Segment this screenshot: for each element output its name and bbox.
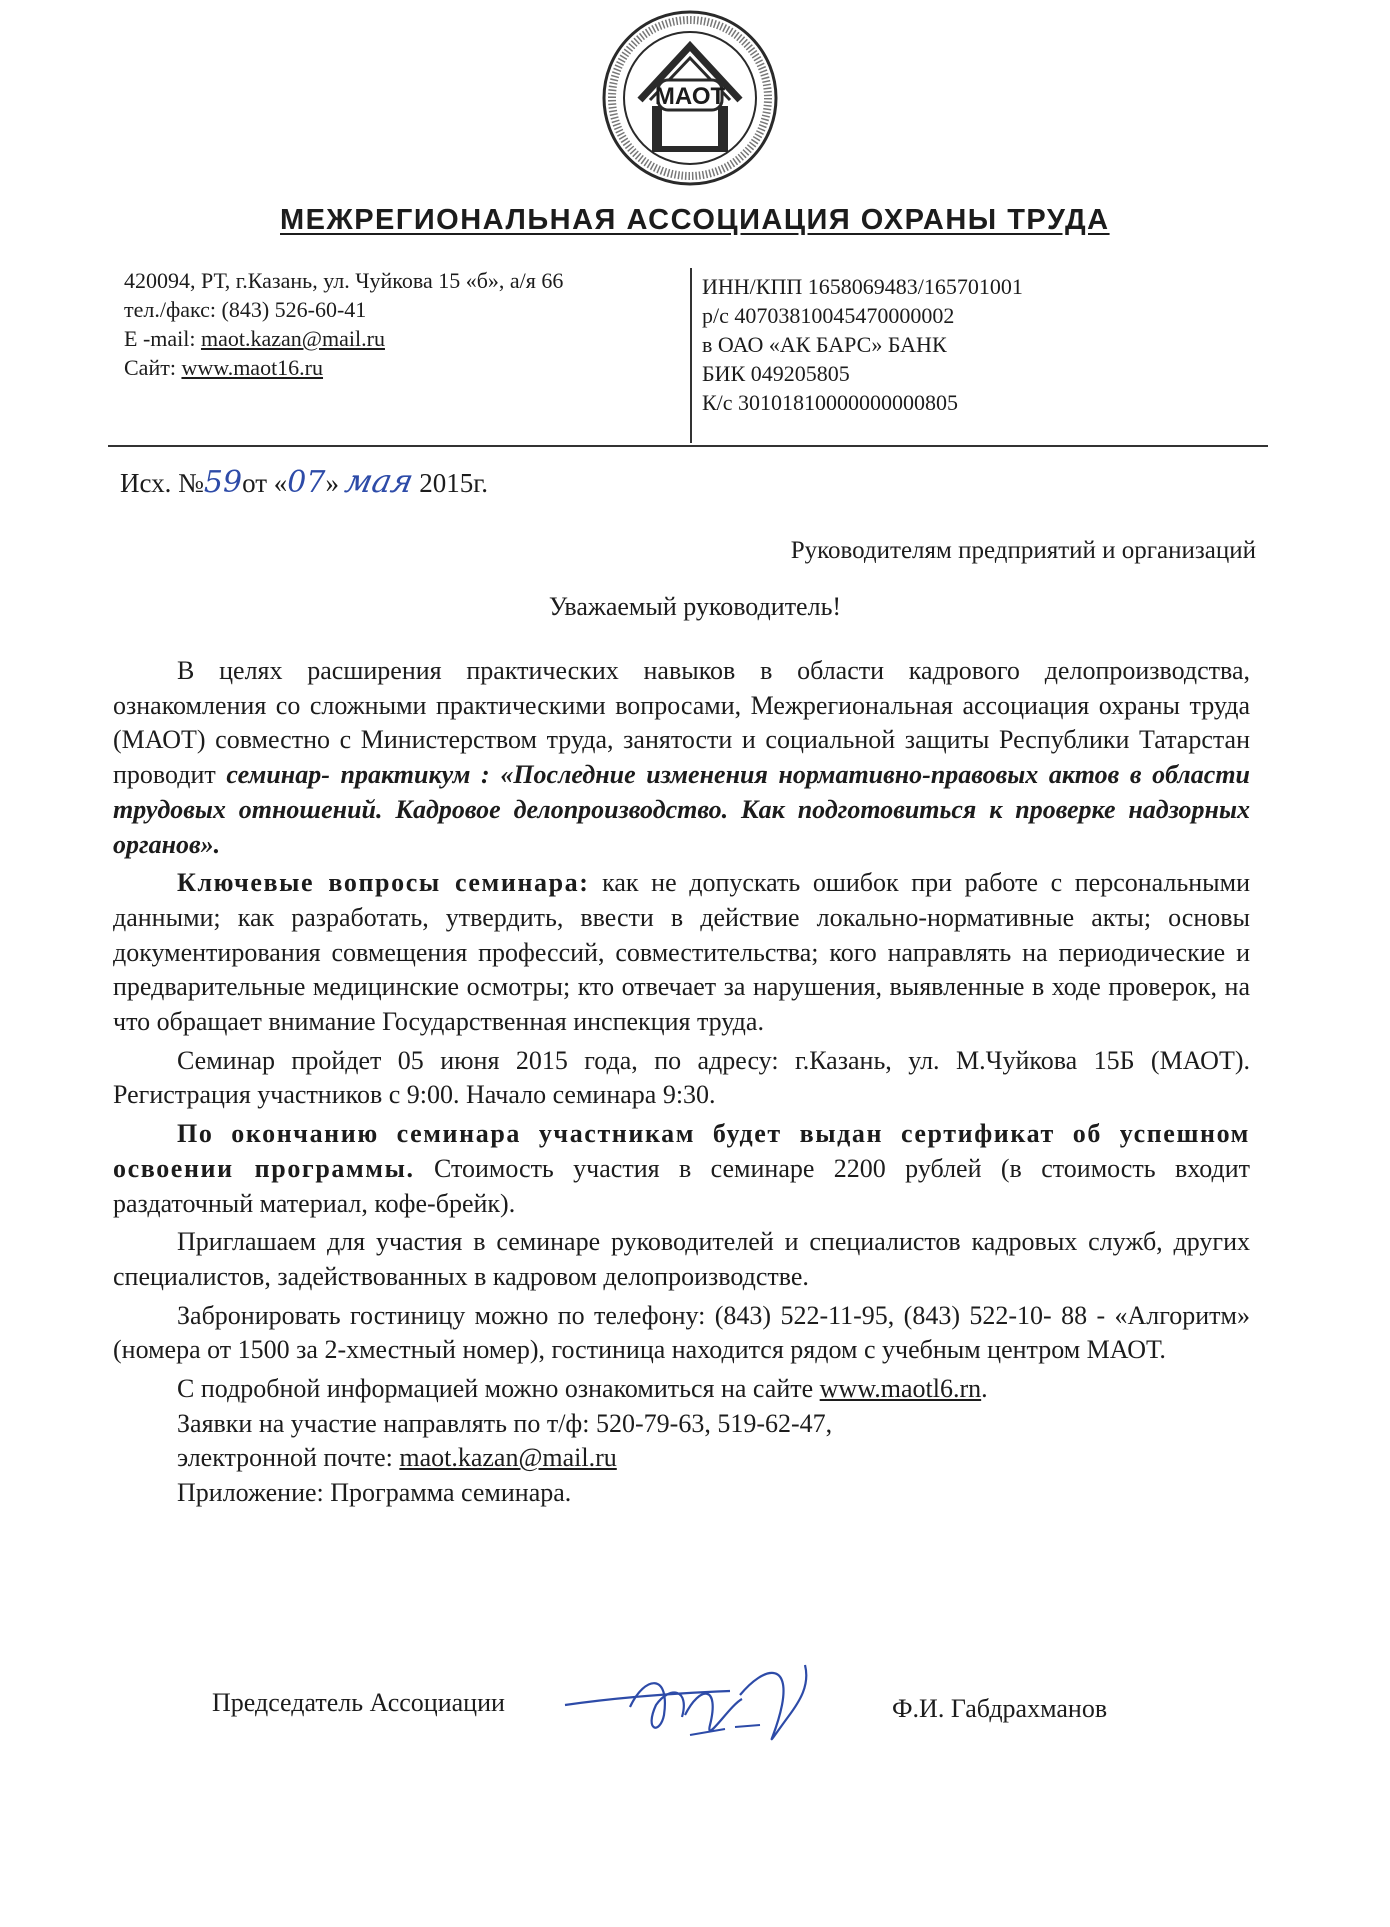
email-label: E -mail: bbox=[124, 326, 201, 351]
site-line-end: . bbox=[981, 1374, 988, 1404]
email-row bbox=[124, 324, 563, 353]
handwritten-number: 59 bbox=[203, 465, 243, 500]
certificate-text: По окончанию семинара участникам будет выдан сертификат об успешном освоении программы. bbox=[113, 1119, 1250, 1183]
key-questions-text: как не допускать ошибок при работе с персональными данными; как разработать, утвердить, ввести в действие локально-нормативные акты; основы документирования совмещения профессий, совместительства; кого направлять на периодические и предварительные медицинские осмотры; кто отвечает за нарушения, выявленные в ходе проверок, на что обращает внимание Государственная инспекция труда. bbox=[113, 868, 1250, 1037]
site-link[interactable]: www.maot16.ru bbox=[181, 355, 324, 380]
contact-lines bbox=[113, 1372, 1250, 1511]
account: р/с 40703810045470000002 bbox=[702, 303, 955, 328]
attachment-line: Приложение: Программа семинара. bbox=[177, 1478, 572, 1508]
email-line-text: электронной почте: bbox=[177, 1443, 400, 1473]
address: 420094, РТ, г.Казань, ул. Чуйкова 15 «б», а/я 66 bbox=[124, 268, 564, 293]
paragraph-hotel: Забронировать гостиницу можно по телефону: (843) 522-11-95, (843) 522-10- 88 - «Алгоритм» (номера от 1500 за 2-хместный номер), гостиница находится рядом с учебным центром МАОТ. bbox=[113, 1300, 1250, 1365]
outgoing-from: от « bbox=[242, 468, 288, 498]
org-title: МЕЖРЕГИОНАЛЬНАЯ АССОЦИАЦИЯ ОХРАНЫ ТРУДА bbox=[280, 204, 1110, 236]
cost-text: Стоимость участия в семинаре 2200 рублей (в стоимость входит раздаточный материал, кофе-брейк). bbox=[113, 1153, 1250, 1218]
site-row bbox=[124, 353, 563, 382]
phone: тел./факс: (843) 526-60-41 bbox=[124, 297, 367, 322]
addressee: Руководителям предприятий и организаций bbox=[790, 537, 1256, 564]
vertical-divider bbox=[690, 268, 692, 443]
bank: в ОАО «АК БАРС» БАНК bbox=[702, 332, 947, 357]
paragraph-invite: Приглашаем для участия в семинаре руководителей и специалистов кадровых служб, других специалистов, задействованных в кадровом делопроизводстве. bbox=[113, 1227, 1250, 1291]
logo-text: МАОТ bbox=[654, 83, 726, 110]
paragraph-certificate bbox=[113, 1117, 1250, 1221]
salutation: Уважаемый руководитель! bbox=[548, 592, 842, 621]
outgoing-close: » bbox=[325, 468, 346, 498]
key-questions-label: Ключевые вопросы семинара: bbox=[177, 868, 590, 898]
email-link[interactable]: maot.kazan@mail.ru bbox=[200, 326, 385, 351]
site-label: Сайт: bbox=[124, 355, 182, 380]
outgoing-number bbox=[120, 462, 488, 500]
paragraph-date-place: Семинар пройдет 05 июня 2015 года, по адресу: г.Казань, ул. М.Чуйкова 15Б (МАОТ). Регистрация участников с 9:00. Начало семинара 9:30. bbox=[113, 1045, 1250, 1110]
outgoing-prefix: Исх. № bbox=[120, 468, 204, 498]
handwritten-day: 07 bbox=[287, 465, 326, 500]
requests-line: Заявки на участие направлять по т/ф: 520-79-63, 519-62-47, bbox=[177, 1408, 833, 1438]
handwritten-month: мая bbox=[341, 462, 417, 500]
paragraph-key-questions bbox=[113, 866, 1250, 1040]
signer-role: Председатель Ассоциации bbox=[212, 1688, 505, 1717]
corr-account: К/с 30101810000000000805 bbox=[702, 390, 959, 415]
site-line bbox=[177, 1372, 1250, 1407]
maot-logo bbox=[600, 8, 780, 188]
intro-text: В целях расширения практических навыков в области кадрового делопроизводства, ознакомления со сложными практическими вопросами, Межрегиональная ассоциация охраны труда (МАОТ) совместно с Министерством труда, занятости и социальной защиты Республики Татарстан проводит bbox=[113, 656, 1250, 790]
email-line-link[interactable]: maot.kazan@mail.ru bbox=[399, 1443, 617, 1473]
outgoing-year: 2015г. bbox=[412, 468, 489, 498]
signer-name: Ф.И. Габдрахманов bbox=[892, 1694, 1108, 1723]
paragraph-intro bbox=[113, 654, 1250, 862]
bik: БИК 049205805 bbox=[702, 361, 850, 386]
site-line-text: С подробной информацией можно ознакомиться на сайте bbox=[177, 1374, 820, 1404]
inn: ИНН/КПП 1658069483/165701001 bbox=[702, 274, 1023, 299]
contacts-left bbox=[124, 266, 563, 382]
contacts-right bbox=[702, 272, 1023, 417]
seminar-title: семинар- практикум : «Последние изменения нормативно-правовых актов в области трудовых отношений. Кадровое делопроизводство. Как подготовиться к проверке надзорных органов». bbox=[113, 760, 1250, 859]
letter-body bbox=[113, 654, 1250, 1511]
site-line-link[interactable]: www.maotl6.rn bbox=[819, 1374, 982, 1404]
email-line bbox=[177, 1441, 1250, 1476]
header-divider bbox=[108, 445, 1268, 447]
handwritten-signature bbox=[560, 1645, 850, 1775]
